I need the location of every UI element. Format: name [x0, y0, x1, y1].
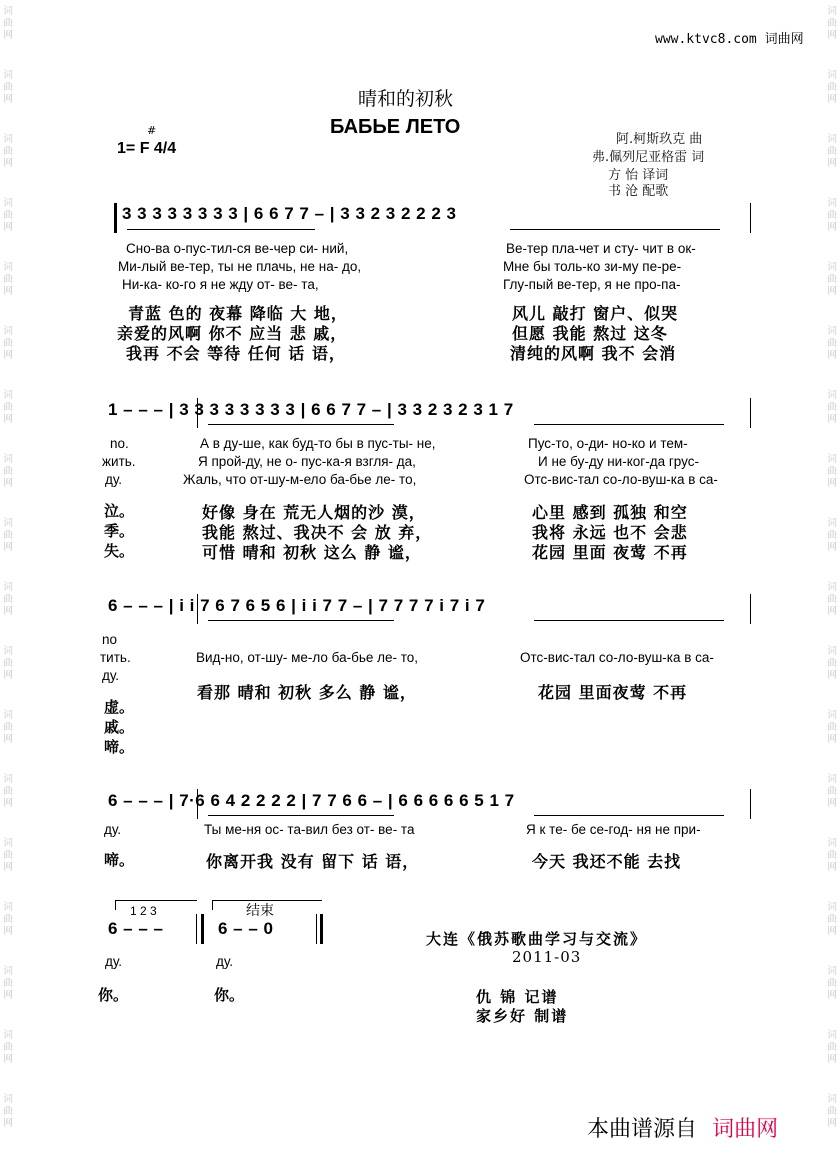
watermark-glyph-group: 词 曲 网 — [827, 838, 837, 873]
footer-source[interactable] — [587, 1112, 778, 1143]
watermark-glyph-group: 词 曲 网 — [3, 774, 13, 809]
cn-lyric-line: 你离开我 没有 留下 话 语， — [206, 852, 420, 871]
credit-arranger: 书 沧 配歌 — [608, 184, 669, 199]
watermark-glyph-group: 词 曲 网 — [3, 70, 13, 105]
source-date: 2011-03 — [512, 948, 582, 966]
ru-lyric-line: И не бу-ду ни-ког-да грус- — [538, 454, 699, 469]
cn-lyric-line: 今天 我还不能 去找 — [532, 852, 682, 871]
cn-lyric-end: 失。 — [104, 542, 135, 560]
cn-lyric-line: 心里 感到 孤独 和空 — [532, 503, 688, 522]
ru-lyric-line: Ты ме-ня ос- та-вил без от- ве- та — [204, 822, 415, 837]
barline — [750, 789, 751, 819]
cn-lyric-line: 青蓝 色的 夜幕 降临 大 地， — [128, 304, 348, 323]
ru-lyric-end: ду. — [102, 668, 120, 683]
ru-lyric-line: Глу-пый ве-тер, я не про-па- — [503, 277, 681, 292]
notes-row-4: 6 – – – | 7·6 6 4 2 2 2 2 | 7 7 6 6 – | 6 6 6 6 6 5 1 7 — [108, 791, 515, 810]
beam — [534, 815, 724, 816]
ru-lyric-end: ду. — [216, 954, 234, 969]
final-barline-thick — [320, 914, 323, 944]
cn-lyric-end: 啼。 — [104, 851, 135, 869]
watermark-glyph-group: 词 曲 网 — [3, 326, 13, 361]
ru-lyric-end: ду. — [105, 472, 123, 487]
site-url[interactable]: www.ktvc8.com 词曲网 — [655, 32, 804, 47]
watermark-glyph-group: 词 曲 网 — [3, 454, 13, 489]
watermark-glyph-group: 词 曲 网 — [3, 710, 13, 745]
ru-lyric-line: Ве-тер пла-чет и сту- чит в ок- — [506, 241, 696, 256]
beam — [534, 424, 724, 425]
ru-lyric-end: ду. — [105, 954, 123, 969]
footer-text: 本曲谱源自 — [587, 1117, 698, 1142]
notation-credit: 仇 锦 记谱 — [476, 988, 559, 1006]
ru-lyric-end: no. — [110, 436, 129, 451]
barline — [750, 594, 751, 624]
barline — [750, 203, 751, 233]
ru-lyric-line: Отс-вис-тал со-ло-вуш-ка в са- — [524, 472, 718, 487]
watermark-glyph-group: 词 曲 网 — [3, 582, 13, 617]
cn-lyric-end: 你。 — [98, 986, 129, 1004]
ru-lyric-end: ду. — [104, 822, 122, 837]
cn-lyric-line: 可惜 晴和 初秋 这么 静 谧， — [202, 543, 422, 562]
ru-lyric-line: Ни-ка- ко-го я не жду от- ве- та, — [122, 277, 319, 292]
volta-bracket-edge — [115, 900, 116, 910]
notes-row-3: 6 – – – | i i 7 6 7 6 5 6 | i i 7 7 – | 7 7 7 7 i 7 i 7 — [108, 596, 486, 615]
watermark-glyph-group: 词 曲 网 — [827, 1094, 837, 1129]
repeat-end-barline-thick — [201, 914, 204, 944]
ru-lyric-line: Я прой-ду, не о- пус-ка-я взгля- да, — [198, 454, 416, 469]
watermark-glyph-group: 词 曲 网 — [827, 966, 837, 1001]
key-sharp: # — [147, 124, 157, 137]
watermark-glyph-group: 词 曲 网 — [827, 134, 837, 169]
cn-lyric-line: 亲爱的风啊 你不 应当 悲 戚， — [117, 324, 348, 343]
watermark-glyph-group: 词 曲 网 — [3, 902, 13, 937]
repeat-start-barline — [114, 203, 117, 233]
watermark-glyph-group: 词 曲 网 — [827, 454, 837, 489]
footer-site-link: 词曲网 — [712, 1117, 779, 1142]
watermark-glyph-group: 词 曲 网 — [827, 1030, 837, 1065]
watermark-glyph-group: 词 曲 网 — [827, 582, 837, 617]
ru-lyric-line: А в ду-ше, как буд-то бы в пус-ты- не, — [200, 436, 436, 451]
cn-lyric-end: 季。 — [104, 522, 135, 540]
volta-numbers: 1 2 3 — [130, 904, 157, 918]
cn-lyric-line: 但愿 我能 熬过 这冬 — [512, 324, 668, 343]
cn-lyric-line: 我再 不会 等待 任何 话 语， — [126, 344, 346, 363]
watermark-glyph-group: 词 曲 网 — [827, 198, 837, 233]
producer-credit: 家乡好 制谱 — [476, 1007, 569, 1025]
key-signature: 1= F 4/4 — [117, 140, 177, 157]
watermark-glyph-group: 词 曲 网 — [827, 774, 837, 809]
ru-lyric-end: тить. — [100, 650, 131, 665]
watermark-glyph-group: 词 曲 网 — [827, 646, 837, 681]
title-chinese: 晴和的初秋 — [358, 88, 454, 110]
notes-ending-final: 6 – – 0 — [218, 919, 274, 938]
watermark-glyph-group: 词 曲 网 — [3, 1094, 13, 1129]
beam — [208, 815, 394, 816]
cn-lyric-end: 你。 — [214, 986, 245, 1004]
ru-lyric-end: жить. — [102, 454, 136, 469]
watermark-glyph-group: 词 曲 网 — [3, 134, 13, 169]
ru-lyric-line: Сно-ва о-пус-тил-ся ве-чер си- ний, — [126, 241, 349, 256]
watermark-glyph-group: 词 曲 网 — [827, 326, 837, 361]
credit-composer: 阿.柯斯玖克 曲 — [616, 132, 703, 147]
cn-lyric-line: 我将 永远 也不 会悲 — [532, 523, 688, 542]
credit-lyricist: 弗.佩列尼亚格雷 词 — [592, 150, 705, 165]
beam — [534, 620, 724, 621]
ru-lyric-line: Я к те- бе се-год- ня не при- — [526, 822, 701, 837]
source-label: 大连《俄苏歌曲学习与交流》 — [426, 930, 648, 948]
cn-lyric-line: 清纯的风啊 我不 会消 — [510, 344, 677, 363]
cn-lyric-end: 泣。 — [104, 502, 135, 520]
watermark-glyph-group: 词 曲 网 — [3, 198, 13, 233]
ru-lyric-line: Жаль, что от-шу-м-ело ба-бье ле- то, — [183, 472, 417, 487]
cn-lyric-end: 啼。 — [104, 738, 135, 756]
watermark-glyph-group: 词 曲 网 — [3, 1030, 13, 1065]
cn-lyric-line: 看那 晴和 初秋 多么 静 谧， — [197, 683, 417, 702]
beam — [510, 229, 720, 230]
watermark-glyph-group: 词 曲 网 — [827, 902, 837, 937]
ru-lyric-end: no — [102, 632, 118, 647]
watermark-glyph-group: 词 曲 网 — [3, 838, 13, 873]
repeat-end-barline — [196, 914, 197, 944]
cn-lyric-line: 花园 里面夜莺 不再 — [538, 683, 688, 702]
beam — [208, 424, 394, 425]
cn-lyric-end: 虚。 — [104, 698, 135, 716]
beam — [127, 229, 315, 230]
ending-bracket-edge — [212, 900, 213, 910]
notes-row-1: 3 3 3 3 3 3 3 3 | 6 6 7 7 – | 3 3 2 3 2 2 2 3 — [122, 204, 457, 223]
cn-lyric-line: 我能 熬过、我决不 会 放 弃， — [202, 523, 433, 542]
site-name: 词曲网 — [764, 32, 804, 47]
beam — [208, 620, 394, 621]
watermark-glyph-group: 词 曲 网 — [827, 6, 837, 41]
watermark-glyph-group: 词 曲 网 — [3, 518, 13, 553]
watermark-glyph-group: 词 曲 网 — [3, 6, 13, 41]
watermark-glyph-group: 词 曲 网 — [827, 710, 837, 745]
ru-lyric-line: Пус-то, о-ди- но-ко и тем- — [528, 436, 688, 451]
watermark-glyph-group: 词 曲 网 — [827, 262, 837, 297]
notes-row-2: 1 – – – | 3 3 3 3 3 3 3 3 | 6 6 7 7 – | 3 3 2 3 2 3 1 7 — [108, 400, 514, 419]
cn-lyric-end: 戚。 — [104, 718, 135, 736]
volta-bracket — [115, 900, 197, 901]
final-barline — [316, 914, 317, 944]
barline — [750, 398, 751, 428]
ending-label: 结束 — [246, 903, 274, 919]
ru-lyric-line: Ми-лый ве-тер, ты не плачь, не на- до, — [118, 259, 362, 274]
watermark-glyph-group: 词 曲 网 — [3, 262, 13, 297]
watermark-glyph-group: 词 曲 网 — [827, 518, 837, 553]
watermark-glyph-group: 词 曲 网 — [3, 390, 13, 425]
notes-ending-1: 6 – – – — [108, 919, 164, 938]
watermark-glyph-group: 词 曲 网 — [3, 966, 13, 1001]
ru-lyric-line: Отс-вис-тал со-ло-вуш-ка в са- — [520, 650, 714, 665]
cn-lyric-line: 花园 里面 夜莺 不再 — [532, 543, 688, 562]
ru-lyric-line: Мне бы толь-ко зи-му пе-ре- — [503, 259, 682, 274]
watermark-glyph-group: 词 曲 网 — [827, 390, 837, 425]
title-russian: БАБЬЕ ЛЕТО — [330, 116, 461, 138]
ru-lyric-line: Вид-но, от-шу- ме-ло ба-бье ле- то, — [196, 650, 419, 665]
watermark-glyph-group: 词 曲 网 — [827, 70, 837, 105]
watermark-glyph-group: 词 曲 网 — [3, 646, 13, 681]
cn-lyric-line: 好像 身在 荒无人烟的沙 漠， — [202, 503, 426, 522]
cn-lyric-line: 风儿 敲打 窗户、似哭 — [512, 304, 679, 323]
credit-translator: 方 怡 译词 — [608, 168, 669, 183]
